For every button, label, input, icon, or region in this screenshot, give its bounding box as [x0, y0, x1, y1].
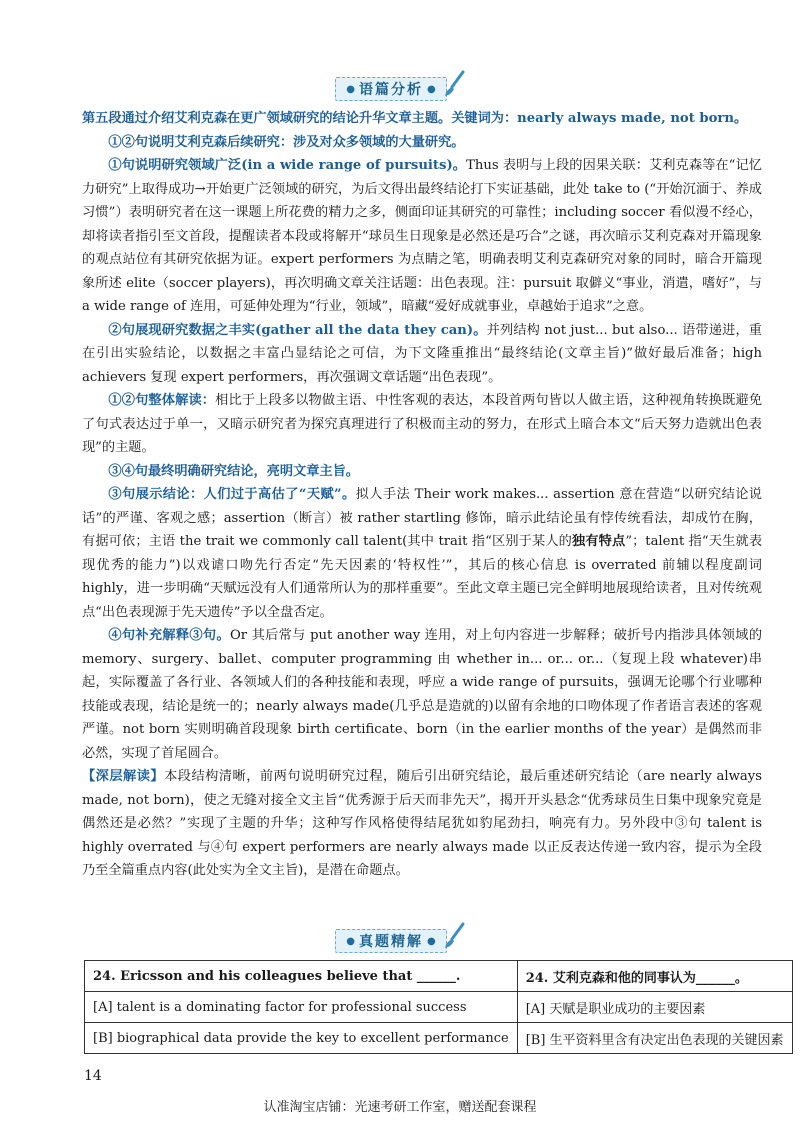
- analysis-banner-box: [335, 77, 446, 101]
- paragraph-4: [82, 389, 762, 460]
- option-row: [85, 992, 793, 1023]
- bullet-icon: ●: [346, 935, 355, 947]
- paragraph-3-body: 并列结构 not just... but also... 语带递进，重在引出实验结论，以数据之丰富凸显结论之可信，为下文隆重推出“最终结论(文章主旨)”做好最后准备；high achievers 复现 expert performers，再次强调文章话题“出色表现”。: [82, 322, 762, 385]
- option-row: [85, 1023, 793, 1054]
- paragraph-2-body: Thus 表明与上段的因果关联：艾利克森等在“记忆力研究”上取得成功→开始更广泛领域的研究，为后文得出最终结论打下实证基础，此处 take to (“开始沉湎于、养成习惯”）表明研究者在这一课题上所花费的精力之多，侧面印证其研究的可靠性；including soccer 看似漫不经心，却将读者指引至文首段，提醒读者本段或将解开“球员生日现象是必然还是巧合”之谜，再次暗示艾利克森对开篇现象的观点站位有其研究依据为证。expert performers 为点睛之笔，明确表明艾利克森研究对象的同时，暗合开篇现象所述 elite（soccer players)，再次明确文章关注话题：出色表现。注：pursuit 取僻义“事业，消遣，嗜好”，与 a wide range of 连用，可延伸处理为“行业，领域”，暗藏“爱好成就事业，卓越始于追求”之意。: [82, 158, 762, 314]
- option-b-en: [B] biographical data provide the key to excellent performance: [85, 1023, 518, 1054]
- bullet-icon: ●: [427, 935, 436, 947]
- paragraph-6-heading: ③句展示结论：人们过于高估了“天赋”。: [108, 487, 356, 502]
- deep-analysis-tag: 【深层解读】: [82, 769, 165, 784]
- paragraph-4-heading: ①②句整体解读：: [108, 393, 216, 408]
- option-b-cn: [B] 生平资料里含有决定出色表现的关键因素: [517, 1023, 792, 1054]
- paragraph-summary: 第五段通过介绍艾利克森在更广领域研究的结论升华文章主题。关键词为：nearly always made, not born。: [82, 111, 748, 126]
- question-table: [84, 960, 793, 1054]
- paragraph-7: [82, 624, 762, 765]
- paragraph-3-heading: ②句展现研究数据之丰实(gather all the data they can)。: [108, 322, 487, 338]
- brush-icon: [443, 922, 465, 950]
- question-stem-cn: 24. 艾利克森和他的同事认为______。: [517, 961, 792, 992]
- option-a-en: [A] talent is a dominating factor for professional success: [85, 992, 518, 1023]
- paragraph-6-body-b: ”；talent 指“天生就表现优秀的能力”)以戏谑口吻先行否定“先天因素的‘特权性’”，其后的核心信息 is overrated 前辅以程度副词 highly，进一步明确“天赋远没有人们通常所认为的那样重要”。至此文章主题已完全鲜明地展现给读者，且对传统观点“出色表现源于先天遗传”予以全盘否定。: [82, 534, 763, 620]
- question-section-banner: [0, 928, 800, 954]
- paragraph-5-heading: ③④句最终明确研究结论，亮明文章主旨。: [108, 463, 359, 479]
- paragraph-1-heading: ①②句说明艾利克森后续研究：涉及对众多领域的大量研究。: [108, 134, 465, 150]
- question-stem-row: [85, 961, 793, 992]
- paragraph-6-bold-term: 独有特点: [572, 534, 626, 549]
- option-a-cn: [A] 天赋是职业成功的主要因素: [517, 992, 792, 1023]
- analysis-body: [82, 107, 762, 883]
- deep-analysis-paragraph: [82, 765, 762, 883]
- bullet-icon: ●: [346, 83, 355, 95]
- footer-note: 认准淘宝店铺：光速考研工作室，赠送配套课程: [263, 1100, 537, 1115]
- paragraph-3: [82, 319, 762, 390]
- analysis-section-banner: [0, 76, 800, 102]
- question-banner-box: [335, 929, 446, 953]
- paragraph-4-body: 相比于上段多以物做主语、中性客观的表达，本段首两句皆以人做主语，这种视角转换既避免了句式表达过于单一，又暗示研究者为探究真理进行了积极而主动的努力，在形式上暗合本文“后天努力造就出色表现”的主题。: [82, 393, 763, 455]
- brush-icon: [443, 70, 465, 98]
- paragraph-6-body-a: 拟人手法 Their work makes... assertion 意在营造“以研究结论说话”的严谨、客观之感；assertion（断言）被 rather startling 修饰，暗示此结论虽有悖传统看法，却成竹在胸，有据可依；主语 the trait we commonly call talent(其中 trait 指“区别于某人的: [82, 487, 762, 549]
- paragraph-7-body: Or 其后常与 put another way 连用，对上句内容进一步解释；破折号内指涉具体领域的 memory、surgery、ballet、computer programming 由 whether in... or... or...（复现上段 whatever)串起，实际覆盖了各行业、各领域人们的各种技能和表现，呼应 a wide range of pursuits，强调无论哪个行业哪种技能或表现，结论是统一的；nearly always made(几乎总是造就的)以留有余地的口吻体现了作者语言表述的客观严谨。not born 实则明确首段现象 birth certificate、born（in the earlier months of the year）是偶然而非必然，实现了首尾圆合。: [82, 628, 763, 761]
- paragraph-2: [82, 154, 762, 319]
- analysis-section-title: 语篇分析: [359, 82, 423, 98]
- bullet-icon: ●: [427, 83, 436, 95]
- paragraph-7-heading: ④句补充解释③句。: [108, 628, 230, 643]
- question-section-title: 真题精解: [359, 934, 423, 950]
- paragraph-6: [82, 483, 762, 624]
- question-stem-en: 24. Ericsson and his colleagues believe that ______.: [85, 961, 518, 992]
- page-number: 14: [84, 1068, 102, 1084]
- paragraph-2-heading: ①句说明研究领域广泛(in a wide range of pursuits)。: [108, 158, 467, 173]
- deep-analysis-body: 本段结构清晰，前两句说明研究过程，随后引出研究结论，最后重述研究结论（are nearly always made, not born)，使之无缝对接全文主旨“优秀源于后天而非先天”，揭开开头悬念“优秀球员生日集中现象究竟是偶然还是必然？”实现了主题的升华；这种写作风格使得结尾犹如豹尾劲扫，响亮有力。另外段中③句 talent is highly overrated 与④句 expert performers are nearly always made 以正反表达传递一致内容，提示为全段乃至全篇重点内容(此处实为全文主旨)，是潜在命题点。: [82, 769, 762, 878]
